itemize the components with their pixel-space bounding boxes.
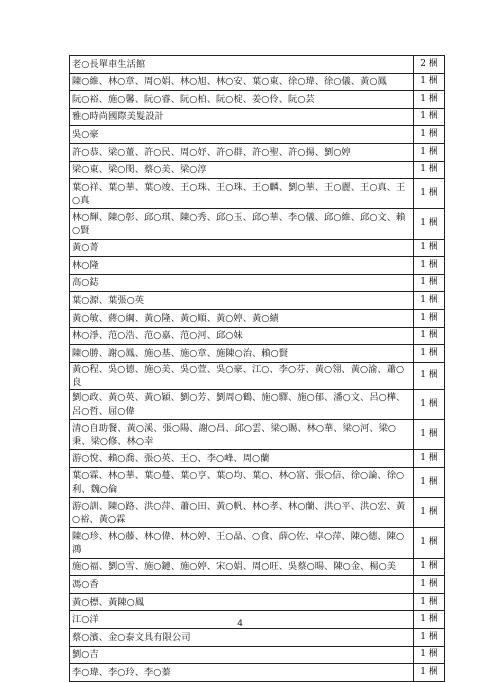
names-cell: 江○洋: [70, 611, 414, 629]
names-cell: 劉○政、黃○英、黃○穎、劉○芳、劉周○鶴、施○驛、施○郁、潘○文、呂○樺、呂○哲、屈○偉: [70, 390, 414, 420]
table-row: [70, 309, 445, 327]
count-cell: 1 梱: [414, 292, 445, 310]
count-cell: 1 梱: [414, 345, 445, 363]
table-row: [70, 56, 445, 74]
names-cell: 蔡○濱、金○泰文具有限公司: [70, 629, 414, 647]
names-cell: 游○訓、陳○路、洪○萍、蕭○田、黃○帆、林○孝、林○蘭、洪○平、洪○宏、黃○裕、黃○霖: [70, 498, 414, 528]
count-cell: 1 梱: [414, 664, 445, 682]
count-cell: 1 梱: [414, 611, 445, 629]
names-cell: 高○鋕: [70, 274, 414, 292]
count-cell: 2 梱: [414, 56, 445, 74]
table-row: [70, 345, 445, 363]
names-cell: 葉○源、葉張○英: [70, 292, 414, 310]
names-cell: 黃○標、黃陳○鳳: [70, 593, 414, 611]
names-cell: 林○隆: [70, 257, 414, 275]
names-cell: 葉○霖、林○華、葉○蔓、葉○亨、葉○均、葉○、林○富、張○信、徐○論、徐○利、魏○倫: [70, 468, 414, 498]
names-cell: 清○自助餐、黃○溪、張○陽、謝○昌、邱○雲、梁○賜、林○華、梁○河、梁○秉、梁○修、林○幸: [70, 420, 414, 450]
table-row: [70, 257, 445, 275]
count-cell: 1 梱: [414, 327, 445, 345]
names-cell: 游○悅、賴○喬、張○英、王○、李○峰、周○蘭: [70, 450, 414, 468]
table-row: [70, 161, 445, 179]
table-row: [70, 528, 445, 558]
names-cell: 吳○豪: [70, 126, 414, 144]
names-cell: 葉○祥、葉○華、葉○竣、王○珠、王○珠、王○麟、劉○華、王○麗、王○真、王○真: [70, 179, 414, 209]
table-row: [70, 629, 445, 647]
names-cell: 馮○香: [70, 576, 414, 594]
table-row: [70, 327, 445, 345]
table-row: [70, 292, 445, 310]
table-row: [70, 450, 445, 468]
names-cell: 黃○程、吳○德、施○美、吳○萱、吳○豪、江○、李○芬、黃○翎、黃○渝、蕭○良: [70, 362, 414, 389]
table-row: [70, 209, 445, 239]
count-cell: 1 梱: [414, 593, 445, 611]
names-cell: 許○恭、梁○董、許○民、周○妤、許○群、許○聖、許○揚、劉○婷: [70, 143, 414, 161]
count-cell: 1 梱: [414, 646, 445, 664]
count-cell: 1 梱: [414, 179, 445, 209]
table-row: [70, 108, 445, 126]
names-cell: 陳○珍、林○藤、林○偉、林○婷、王○晶、○食、薛○佐、卓○萍、陳○德、陳○鴻: [70, 528, 414, 558]
names-cell: 黃○菁: [70, 239, 414, 257]
table-row: [70, 126, 445, 144]
names-cell: 李○瑋、李○玲、李○蓁: [70, 664, 414, 682]
names-cell: 梁○東、梁○閔、蔡○美、梁○淳: [70, 161, 414, 179]
table-row: [70, 91, 445, 109]
names-cell: 陳○勝、謝○鳳、施○基、施○章、施陳○治、賴○賢: [70, 345, 414, 363]
table-row: [70, 498, 445, 528]
count-cell: 1 梱: [414, 274, 445, 292]
count-cell: 1 梱: [414, 73, 445, 91]
names-cell: 施○福、劉○雪、施○鏈、施○婷、宋○娟、周○旺、吳蔡○暘、陳○金、楊○美: [70, 558, 414, 576]
table-row: [70, 73, 445, 91]
names-cell: 老○長單車生活館: [70, 56, 414, 74]
count-cell: 1 梱: [414, 629, 445, 647]
names-cell: 陳○維、林○章、周○娟、林○旭、林○安、葉○東、徐○瑋、徐○儀、黃○鳳: [70, 73, 414, 91]
count-cell: 1 梱: [414, 558, 445, 576]
table-row: [70, 468, 445, 498]
names-cell: 阮○裕、施○馨、阮○睿、阮○柏、阮○椗、姜○伶、阮○芸: [70, 91, 414, 109]
count-cell: 1 梱: [414, 528, 445, 558]
count-cell: 1 梱: [414, 362, 445, 389]
table-row: [70, 593, 445, 611]
table-row: [70, 390, 445, 420]
count-cell: 1 梱: [414, 576, 445, 594]
table-row: [70, 362, 445, 389]
names-cell: 雅○時尚國際美髮設計: [70, 108, 414, 126]
table-row: [70, 179, 445, 209]
count-cell: 1 梱: [414, 257, 445, 275]
count-cell: 1 梱: [414, 91, 445, 109]
table-row: [70, 143, 445, 161]
table-row: [70, 576, 445, 594]
roster-table: [69, 55, 445, 682]
count-cell: 1 梱: [414, 309, 445, 327]
names-cell: 林○淨、范○浩、范○嘉、范○河、邱○妹: [70, 327, 414, 345]
count-cell: 1 梱: [414, 390, 445, 420]
table-row: [70, 646, 445, 664]
names-cell: 黃○敏、蔣○綱、黃○隆、黃○順、黃○婷、黃○績: [70, 309, 414, 327]
names-cell: 劉○吉: [70, 646, 414, 664]
count-cell: 1 梱: [414, 161, 445, 179]
table-row: [70, 558, 445, 576]
table-row: [70, 274, 445, 292]
count-cell: 1 梱: [414, 108, 445, 126]
count-cell: 1 梱: [414, 468, 445, 498]
count-cell: 1 梱: [414, 209, 445, 239]
names-cell: 林○輝、陳○彰、邱○琪、陳○秀、邱○玉、邱○華、李○儀、邱○維、邱○文、賴○賢: [70, 209, 414, 239]
count-cell: 1 梱: [414, 420, 445, 450]
page-number: 4: [237, 619, 243, 629]
count-cell: 1 梱: [414, 239, 445, 257]
count-cell: 1 梱: [414, 450, 445, 468]
table-row: [70, 239, 445, 257]
count-cell: 1 梱: [414, 126, 445, 144]
table-row: [70, 420, 445, 450]
roster-table-body: [70, 56, 445, 682]
count-cell: 1 梱: [414, 498, 445, 528]
count-cell: 1 梱: [414, 143, 445, 161]
